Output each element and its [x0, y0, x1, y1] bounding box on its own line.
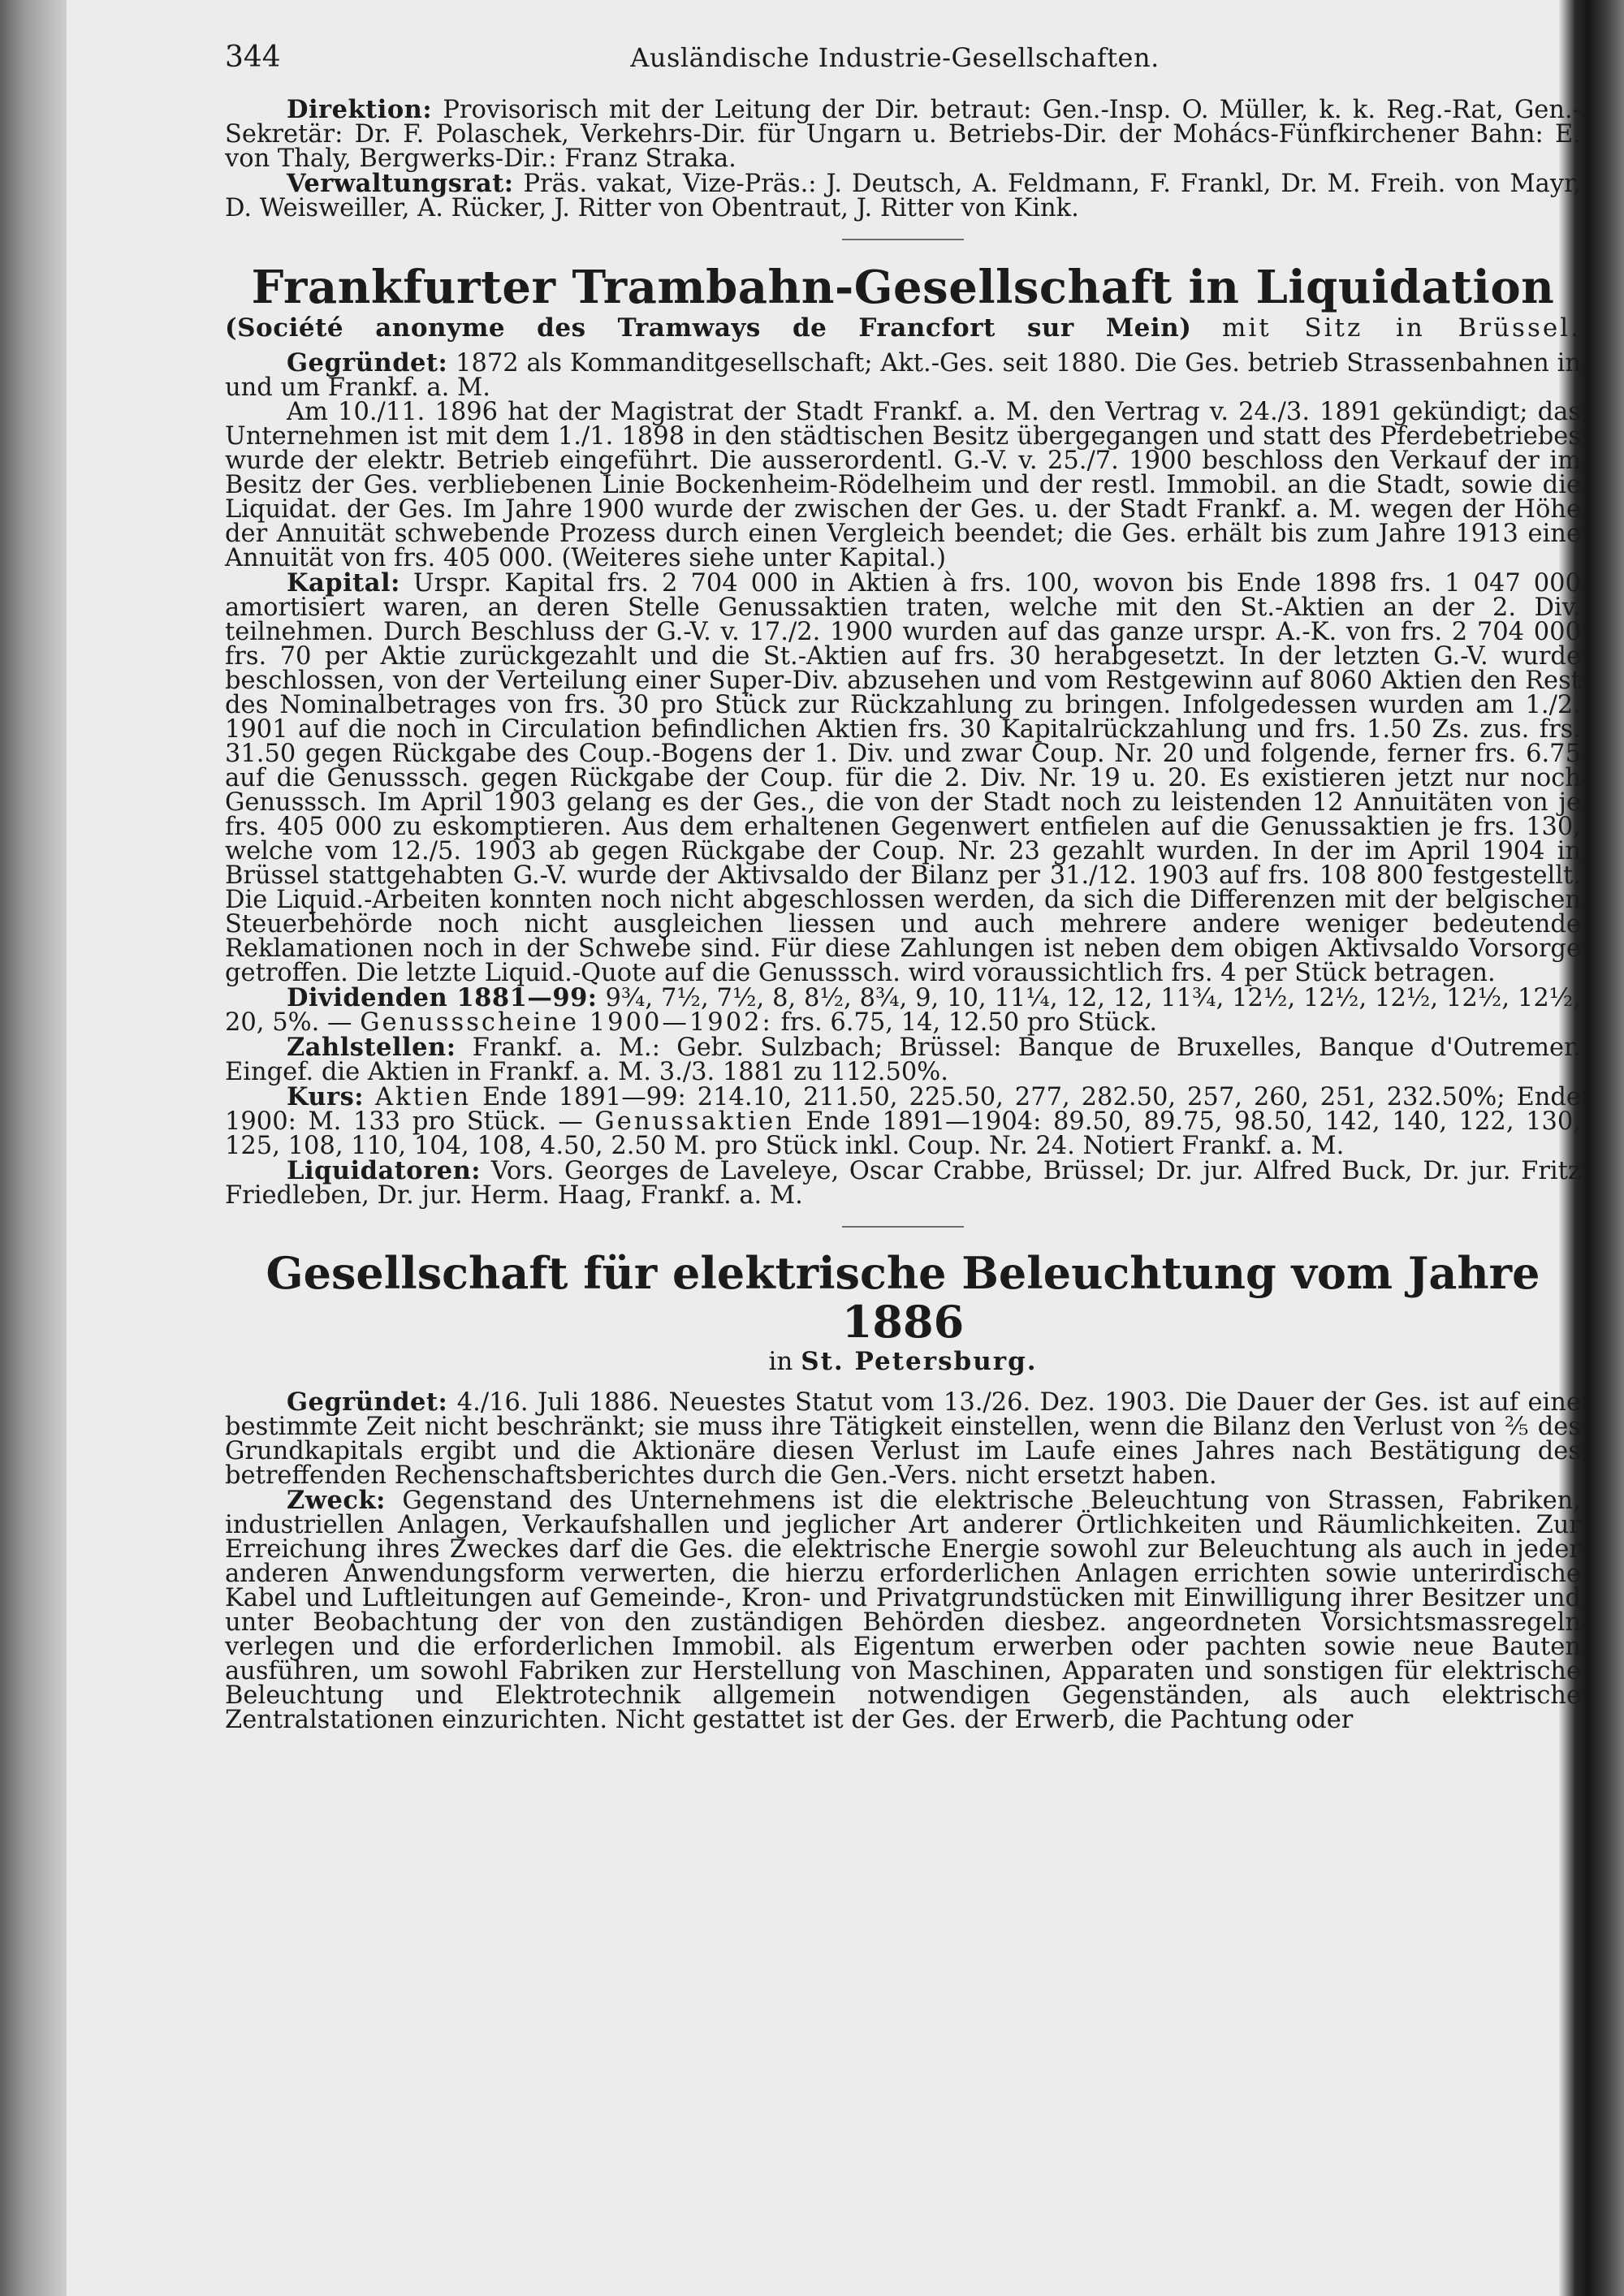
prev-direktion-paragraph — [225, 97, 1581, 171]
liquidatoren-paragraph — [225, 1156, 1581, 1210]
location-prefix: in — [768, 1347, 793, 1376]
running-title: Ausländische Industrie-Gesellschaften. — [630, 42, 1160, 73]
gegruendet-label: Gegründet: — [287, 348, 448, 378]
zweck-paragraph — [225, 1488, 1581, 1733]
gegruendet-paragraph — [225, 348, 1581, 402]
location-city: St. Petersburg. — [801, 1347, 1038, 1376]
page-header — [225, 41, 1581, 97]
zahlstellen-text: Frankf. a. M.: Gebr. Sulzbach; Brüssel: Banque de Bruxelles, Banque d'Outremer. Eingef. die Aktien in Frankf. a. M. 3./3. 1881 zu 112.50%. — [225, 1034, 1581, 1086]
kurs-genuss-label: Genussaktien — [594, 1107, 794, 1136]
gegruendet-text: 1872 als Kommanditgesellschaft; Akt.-Ges. seit 1880. Die Ges. betrieb Strassenbahnen in und um Frankf. a. M. — [225, 349, 1581, 402]
page-content — [225, 41, 1581, 1733]
dividenden-paragraph — [225, 983, 1581, 1037]
company-subtitle — [225, 313, 1581, 343]
page — [67, 0, 1581, 2296]
zahlstellen-label: Zahlstellen: — [287, 1033, 456, 1062]
kurs-text-b: Ende 1891—1904: 89.50, 89.75, 98.50, 142, 140, 122, 130, 125, 108, 110, 104, 108, 4.50, 2.50 M. pro Stück inkl. Coup. Nr. 24. Notiert Frankf. a. M. — [225, 1107, 1581, 1160]
history-paragraph: Am 10./11. 1896 hat der Magistrat der Stadt Frankf. a. M. den Vertrag v. 24./3. 1891 gekündigt; das Unternehmen ist mit dem 1./1. 1898 in den städtischen Besitz übergegangen und statt des Pferdebetriebes wurde der elektr. Betrieb eingeführt. Die ausserordentl. G.-V. v. 25./7. 1900 beschloss den Verkauf der im Besitz der Ges. verbliebenen Linie Bockenheim-Rödelheim und der restl. Immobil. an die Stadt, sowie die Liquidat. der Ges. Im Jahre 1900 wurde der zwischen der Ges. u. der Stadt Frankf. a. M. wegen der Höhe der Annuität schwebende Prozess durch einen Vergleich beendet; die Ges. erhält bis zum Jahre 1913 eine Annuität von frs. 405 000. (Weiteres siehe unter Kapital.) — [225, 398, 1581, 572]
kapital-label: Kapital: — [287, 568, 400, 598]
kurs-label: Kurs: — [287, 1082, 365, 1111]
prev-verwaltungsrat-label: Verwaltungsrat: — [287, 169, 514, 198]
prev-verwaltungsrat-paragraph — [225, 171, 1581, 221]
gegruendet-label: Gegründet: — [287, 1388, 448, 1417]
company-title: Gesellschaft für elektrische Beleuchtung vom Jahre 1886 — [266, 1247, 1540, 1348]
company-subtitle-seat: mit Sitz in Brüssel. — [1222, 313, 1581, 343]
entry-elektrische-beleuchtung — [225, 1249, 1581, 1733]
dividenden-genuss-label: Genussscheine 1900—1902: — [360, 1008, 773, 1037]
page-number: 344 — [225, 41, 281, 74]
gegruendet-paragraph — [225, 1390, 1581, 1488]
kapital-paragraph — [225, 568, 1581, 987]
prev-direktion-text: Provisorisch mit der Leitung der Dir. betraut: Gen.-Insp. O. Müller, k. k. Reg.-Rat, Gen.-Sekretär: Dr. F. Polaschek, Verkehrs-Dir. für Ungarn u. Betriebs-Dir. der Mohács-Fünfkirchener Bahn: E. von Thaly, Bergwerks-Dir.: Franz Straka. — [225, 96, 1581, 173]
section-divider — [842, 239, 964, 240]
dividenden-text-a: 9¾, 7½, 7½, 8, 8½, 8¾, 9, 10, 11¼, 12, 12, 11¾, 12½, 12½, 12½, 12½, 12½, 20, 5%. — — [225, 984, 1581, 1037]
gegruendet-text: 4./16. Juli 1886. Neuestes Statut vom 13./26. Dez. 1903. Die Dauer der Ges. ist auf eine bestimmte Zeit nicht beschränkt; sie muss ihre Tätigkeit einstellen, wenn die Bilanz den Verlust von ⅖ des Grundkapitals ergibt und die Aktionäre diesen Verlust im Laufe eines Jahres nach Bestätigung des betreffenden Rechenschaftsberichtes durch die Gen.-Vers. nicht ersetzt haben. — [225, 1388, 1581, 1490]
dividenden-label: Dividenden 1881—99: — [287, 983, 598, 1012]
company-title: Frankfurter Trambahn-Gesellschaft in Liquidation — [251, 261, 1555, 314]
liquidatoren-label: Liquidatoren: — [287, 1156, 482, 1185]
section-divider — [842, 1226, 964, 1228]
zahlstellen-paragraph — [225, 1035, 1581, 1085]
liquidatoren-text: Vors. Georges de Laveleye, Oscar Crabbe, Brüssel; Dr. jur. Alfred Buck, Dr. jur. Fritz Friedleben, Dr. jur. Herm. Haag, Frankf. a. M. — [225, 1157, 1581, 1210]
dividenden-text-b: frs. 6.75, 14, 12.50 pro Stück. — [780, 1008, 1158, 1037]
entry-frankfurter-trambahn — [225, 261, 1581, 1208]
prev-direktion-label: Direktion: — [287, 95, 433, 124]
prev-verwaltungsrat-text: Präs. vakat, Vize-Präs.: J. Deutsch, A. Feldmann, F. Frankl, Dr. M. Freih. von Mayr, D. Weisweiller, A. Rücker, J. Ritter von Obentraut, J. Ritter von Kink. — [225, 170, 1581, 222]
prev-entry — [225, 97, 1581, 221]
kapital-text: Urspr. Kapital frs. 2 704 000 in Aktien à frs. 100, wovon bis Ende 1898 frs. 1 047 000 amortisiert waren, an deren Stelle Genussaktien traten, welche mit den St.-Aktien an der 2. Div. teilnehmen. Durch Beschluss der G.-V. v. 17./2. 1900 wurden auf das ganze urspr. A.-K. von frs. 2 704 000 frs. 70 per Aktie zurückgezahlt und die St.-Aktien auf frs. 30 herabgesetzt. In der letzten G.-V. wurde beschlossen, von der Verteilung einer Super-Div. abzusehen und vom Restgewinn auf 8060 Aktien den Rest des Nominalbetrages von frs. 30 pro Stück zur Rückzahlung zu bringen. Infolgedessen wurden am 1./2. 1901 auf die noch in Circulation befindlichen Aktien frs. 30 Kapitalrückzahlung und frs. 1.50 Zs. zus. frs. 31.50 gegen Rückgabe des Coup.-Bogens der 1. Div. und zwar Coup. Nr. 20 und folgende, ferner frs. 6.75 auf die Genusssch. gegen Rückgabe der Coup. für die 2. Div. Nr. 19 u. 20. Es existieren jetzt nur noch Genusssch. Im April 1903 gelang es der Ges., die von der Stadt noch zu leistenden 12 Annuitäten von je frs. 405 000 zu eskomptieren. Aus dem erhaltenen Gegenwert entfielen auf die Genussaktien je frs. 130, welche vom 12./5. 1903 ab gegen Rückgabe der Coup. Nr. 23 gezahlt wurden. In der im April 1904 in Brüssel stattgehabten G.-V. wurde der Aktivsaldo der Bilanz per 31./12. 1903 auf frs. 108 800 festgestellt. Die Liquid.-Arbeiten konnten noch nicht abgeschlossen werden, da sich die Differenzen mit der belgischen Steuerbehörde noch nicht ausgleichen liessen und auch mehrere andere weniger bedeutende Reklamationen noch in der Schwebe sind. Für diese Zahlungen ist neben dem obigen Aktivsaldo Vorsorge getroffen. Die letzte Liquid.-Quote auf die Genusssch. wird voraussichtlich frs. 4 per Stück betragen. — [225, 569, 1581, 987]
zweck-text: Gegenstand des Unternehmens ist die elektrische Beleuchtung von Strassen, Fabriken, industriellen Anlagen, Verkaufshallen und jeglicher Art anderer Örtlichkeiten und Räumlichkeiten. Zur Erreichung ihres Zweckes darf die Ges. die elektrische Energie sowohl zur Beleuchtung als auch in jeder anderen Anwendungsform verwerten, die hierzu erforderlichen Anlagen errichten sowie unterirdische Kabel und Luftleitungen auf Gemeinde-, Kron- und Privatgrundstücken mit Einwilligung ihrer Besitzer und unter Beobachtung der von den zuständigen Behörden diesbez. angeordneten Vorsichtsmassregeln verlegen und die erforderlichen Immobil. als Eigentum erwerben oder pachten sowie neue Bauten ausführen, um sowohl Fabriken zur Herstellung von Maschinen, Apparaten und sonstigen für elektrische Beleuchtung und Elektrotechnik allgemein notwendigen Gegenständen, als auch elektrische Zentralstationen einzurichten. Nicht gestattet ist der Ges. der Erwerb, die Pachtung oder — [225, 1487, 1581, 1734]
kurs-aktien-label: Aktien — [374, 1083, 472, 1111]
company-subtitle-name: (Société anonyme des Tramways de Francfort sur Mein) — [225, 313, 1192, 343]
scan-left-edge — [0, 0, 67, 2296]
zweck-label: Zweck: — [287, 1486, 386, 1515]
kurs-paragraph — [225, 1082, 1581, 1160]
kurs-text-a: Ende 1891—99: 214.10, 211.50, 225.50, 277, 282.50, 257, 260, 251, 232.50%; Ende 1900: M. 133 pro Stück. — — [225, 1083, 1581, 1136]
company-location — [225, 1346, 1581, 1377]
